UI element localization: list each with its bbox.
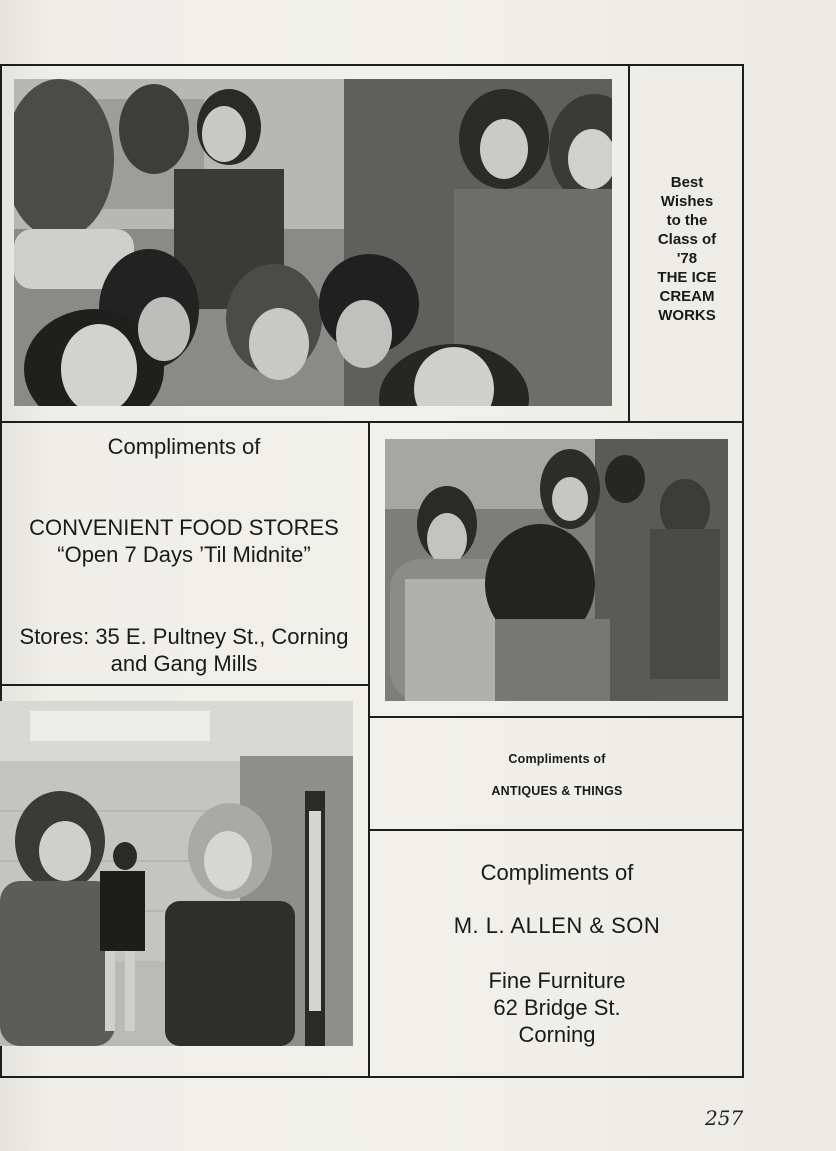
page-number: 257 xyxy=(705,1106,744,1130)
convenient-food-stores-ad xyxy=(0,423,368,684)
ice-cream-works-ad xyxy=(630,173,744,325)
store-slogan: “Open 7 Days ’Til Midnite” xyxy=(57,542,311,567)
store-name: ANTIQUES & THINGS xyxy=(491,784,623,798)
ad-line: CREAM xyxy=(659,288,715,305)
store-description: Fine Furniture xyxy=(488,968,626,993)
store-address: 62 Bridge St. xyxy=(493,995,621,1020)
divider xyxy=(0,684,370,686)
ad-line: THE ICE xyxy=(657,269,717,286)
compliments-text: Compliments of xyxy=(480,860,634,885)
ad-line: WORKS xyxy=(658,307,716,324)
ml-allen-and-son-ad xyxy=(370,831,744,1076)
store-city: Corning xyxy=(518,1022,596,1047)
store-name: CONVENIENT FOOD STORES xyxy=(29,515,339,540)
store-locations: Stores: 35 E. Pultney St., Corning xyxy=(19,624,349,649)
photo-ice-cream-group xyxy=(14,79,612,406)
store-locations: and Gang Mills xyxy=(110,651,258,676)
compliments-text: Compliments of xyxy=(508,752,606,766)
ad-line: '78 xyxy=(676,250,698,267)
compliments-text: Compliments of xyxy=(107,434,261,459)
ad-line: Wishes xyxy=(660,193,714,210)
photo-skiers-crowd xyxy=(385,439,728,701)
antiques-and-things-ad xyxy=(370,718,744,829)
ad-line: to the xyxy=(666,212,708,229)
store-name: M. L. ALLEN & SON xyxy=(453,913,661,938)
ad-line: Best xyxy=(670,174,704,191)
photo-hallway-skis xyxy=(0,701,353,1046)
ad-line: Class of xyxy=(657,231,717,248)
